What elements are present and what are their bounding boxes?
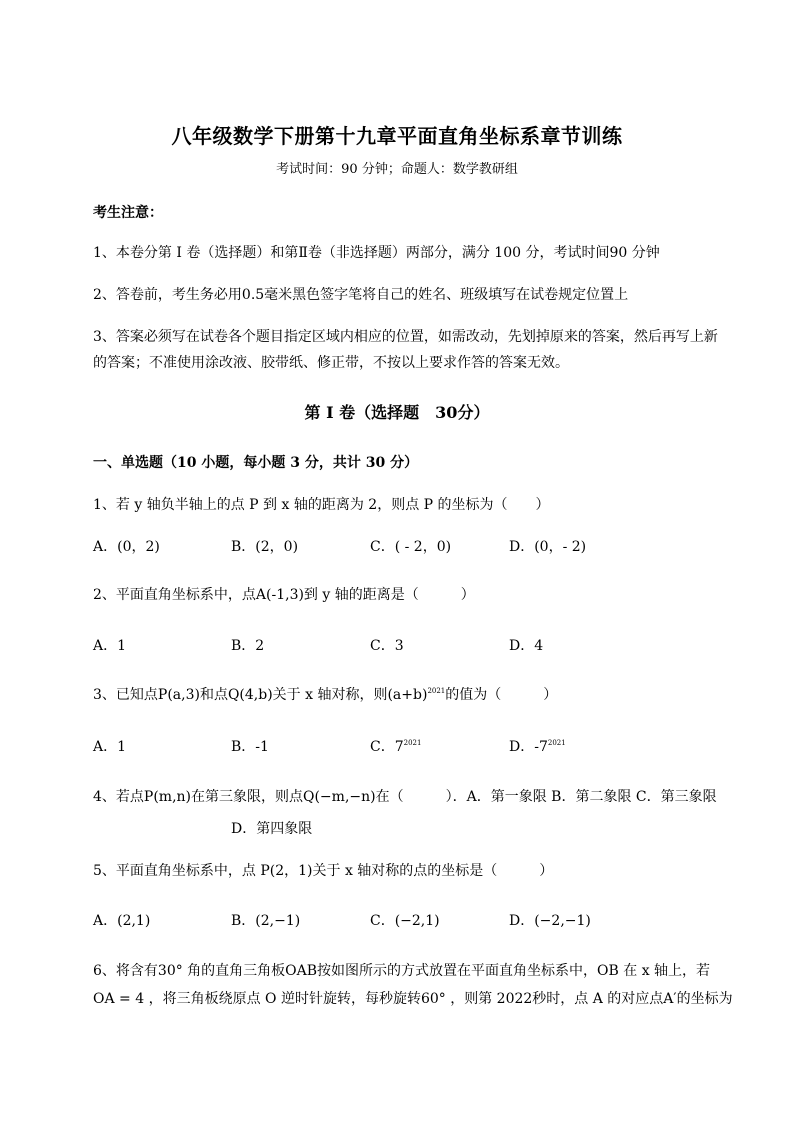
question-6-stem-line2: OA = 4 ，将三角板绕原点 O 逆时针旋转，每秒旋转60° ，则第 2022秒时，点 A 的对应点A′的坐标为 xyxy=(93,991,733,1007)
note-item-1: 1、本卷分第 I 卷（选择题）和第Ⅱ卷（非选择题）两部分，满分 100 分，考试时间90 分钟 xyxy=(93,245,660,261)
exam-info: 考试时间：90 分钟；命题人：数学教研组 xyxy=(276,162,518,177)
question-1-stem: 1、若 y 轴负半轴上的点 P 到 x 轴的距离为 2，则点 P 的坐标为（ ） xyxy=(93,497,550,513)
question-3-exponent: 2021 xyxy=(427,687,446,695)
question-3-stem xyxy=(93,684,743,704)
option-b[interactable]: B．-1 xyxy=(231,739,269,755)
question-3-stem-pre: 3、已知点P(a,3)和点Q(4,b)关于 x 轴对称，则(a+b) xyxy=(93,687,428,703)
note-item-3: 3、答案必须写在试卷各个题目指定区域内相应的位置，如需改动，先划掉原来的答案，然后再写上新 xyxy=(93,329,718,345)
note-item-2: 2、答卷前，考生务必用0.5毫米黑色签字笔将自己的姓名、班级填写在试卷规定位置上 xyxy=(93,287,629,303)
question-6-stem-line1: 6、将含有30° 角的直角三角板OAB按如图所示的方式放置在平面直角坐标系中，OB 在 x 轴上，若 xyxy=(93,963,711,979)
question-5-stem: 5、平面直角坐标系中，点 P(2，1)关于 x 轴对称的点的坐标是（ ） xyxy=(93,863,554,879)
question-3-stem-post: 的值为（ ） xyxy=(445,687,558,703)
option-d[interactable]: D．4 xyxy=(509,638,544,654)
option-b[interactable]: B．2 xyxy=(231,638,265,654)
option-d-base: D．-7 xyxy=(509,739,548,755)
option-a[interactable]: A．(2,1) xyxy=(93,913,151,929)
option-b[interactable]: B．(2,−1) xyxy=(231,913,301,929)
question-5-options xyxy=(93,910,743,930)
question-4-option-d[interactable]: D．第四象限 xyxy=(231,821,313,837)
option-d-exponent: 2021 xyxy=(547,739,566,747)
option-c-exponent: 2021 xyxy=(403,739,422,747)
note-item-3-cont: 的答案；不准使用涂改液、胶带纸、修正带，不按以上要求作答的答案无效。 xyxy=(93,355,569,371)
option-c-base: C．7 xyxy=(370,739,404,755)
option-a[interactable]: A．1 xyxy=(93,638,127,654)
page-title: 八年级数学下册第十九章平面直角坐标系章节训练 xyxy=(171,124,623,148)
part-heading: 一、单选题（10 小题，每小题 3 分，共计 30 分） xyxy=(93,455,419,471)
question-3-options xyxy=(93,736,743,756)
option-c[interactable] xyxy=(370,736,421,756)
option-b[interactable]: B．(2，0) xyxy=(231,539,299,555)
option-c[interactable]: C．(−2,1) xyxy=(370,913,440,929)
option-d[interactable] xyxy=(509,736,566,756)
option-c[interactable]: C．3 xyxy=(370,638,404,654)
question-2-options xyxy=(93,635,743,655)
option-d[interactable]: D．(−2,−1) xyxy=(509,913,591,929)
question-4-stem: 4、若点P(m,n)在第三象限，则点Q(−m,−n)在（ ）．A．第一象限 B．第二象限 C．第三象限 xyxy=(93,789,717,805)
question-1-options xyxy=(93,536,743,556)
notes-heading: 考生注意： xyxy=(93,205,163,221)
option-d[interactable]: D．(0，- 2) xyxy=(509,539,587,555)
option-a[interactable]: A．(0，2) xyxy=(93,539,160,555)
question-2-stem: 2、平面直角坐标系中，点A(-1,3)到 y 轴的距离是（ ） xyxy=(93,587,475,603)
option-a[interactable]: A．1 xyxy=(93,739,127,755)
option-c[interactable]: C．( - 2，0) xyxy=(370,539,452,555)
section-title: 第 I 卷（选择题 30分） xyxy=(304,403,490,422)
